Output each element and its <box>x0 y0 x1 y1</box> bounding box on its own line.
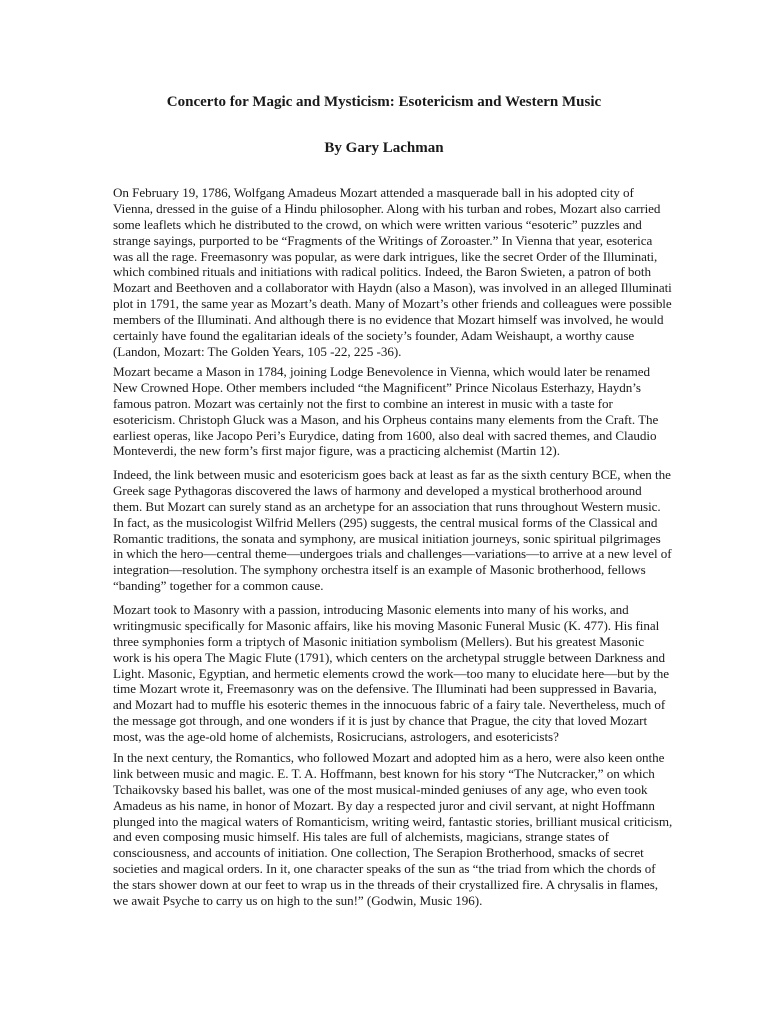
text-line: consciousness, and accounts of initiation. One collection, The Serapion Brotherhood, smacks of secret <box>113 845 644 861</box>
text-line: them. But Mozart can surely stand as an archetype for an association that runs throughout Western music. <box>113 498 661 514</box>
text-line: certainly have found the egalitarian ideals of the society’s founder, Adam Weishaupt, a worthy cause <box>113 328 635 344</box>
text-line: three symphonies form a triptych of Masonic initiation symbolism (Mellers). But his greatest Masonic <box>113 633 645 649</box>
author-byline: By Gary Lachman <box>324 140 444 156</box>
text-line: Light. Masonic, Egyptian, and hermetic elements crowd the work—too many to elucidate here—but by the <box>113 665 670 681</box>
paragraph-3 <box>113 467 673 594</box>
text-line: Vienna, dressed in the guise of a Hindu philosopher. Along with his turban and robes, Mozart also carried <box>113 200 661 216</box>
text-line: Mozart became a Mason in 1784, joining Lodge Benevolence in Vienna, which would later be renamed <box>113 364 651 379</box>
text-line: writingmusic specifically for Masonic affairs, like his moving Masonic Funeral Music (K. 477). His final <box>113 617 660 633</box>
text-line: Amadeus as his name, in honor of Mozart. By day a respected juror and civil servant, at night Hoffmann <box>113 797 655 813</box>
text-line: strange sayings, purported to be “Fragments of the Writings of Zoroaster.” In Vienna that year, esoterica <box>113 232 653 248</box>
text-line: Indeed, the link between music and esotericism goes back at least as far as the sixth century BCE, when the <box>113 467 671 482</box>
text-line: integration—resolution. The symphony orchestra itself is an example of Masonic brotherhood, fellows <box>113 562 646 578</box>
paragraph-4 <box>113 602 673 745</box>
text-line: esotericism. Christoph Gluck was a Mason, and his Orpheus contains many elements from the Craft. The <box>113 411 659 427</box>
text-line: which combined rituals and initiations with radical politics. Indeed, the Baron Swieten, a patron of both <box>113 264 652 280</box>
text-line: link between music and magic. E. T. A. Hoffmann, best known for his story “The Nutcracker,” on which <box>113 765 655 781</box>
text-line: earliest operas, like Jacopo Peri’s Eurydice, dating from 1600, also deal with sacred themes, and Claudio <box>113 427 657 443</box>
text-line: Monteverdi, the new form’s first major figure, was a practicing alchemist (Martin 12). <box>113 443 560 459</box>
paragraph-1 <box>113 185 673 360</box>
paragraph-2 <box>113 364 673 459</box>
text-line: In fact, as the musicologist Wilfrid Mellers (295) suggests, the central musical forms of the Classical and <box>113 514 658 530</box>
text-line: the stars shower down at our feet to wrap us in the threads of their crystallized fire. A chrysalis in flames, <box>113 877 659 893</box>
text-line: plot in 1791, the same year as Mozart’s death. Many of Mozart’s other friends and colleagues were possible <box>113 296 672 312</box>
text-line: In the next century, the Romantics, who followed Mozart and adopted him as a hero, were also keen onthe <box>113 750 665 765</box>
document-title: Concerto for Magic and Mysticism: Esotericism and Western Music <box>166 94 602 110</box>
text-line: was all the rage. Freemasonry was popular, as were dark intrigues, like the secret Order of the Illuminati, <box>113 248 658 264</box>
text-line: members of the Illuminati. And although there is no evidence that Mozart himself was involved, he would <box>113 312 664 328</box>
text-line: Tchaikovsky based his ballet, was one of the most musical-minded geniuses of any age, who even took <box>113 781 648 797</box>
text-line: Romantic traditions, the sonata and symphony, are musical initiation journeys, sonic spiritual pilgrimages <box>113 530 661 546</box>
text-line: and even composing music himself. His tales are full of alchemists, magicians, strange states of <box>113 829 609 845</box>
text-line: some leaflets which he distributed to the crowd, on which were written various “esoteric” puzzles and <box>113 216 642 232</box>
text-line: “banding” together for a common cause. <box>113 578 324 594</box>
text-line: On February 19, 1786, Wolfgang Amadeus Mozart attended a masquerade ball in his adopted city of <box>113 185 634 200</box>
text-line: in which the hero—central theme—undergoes trials and challenges—variations—to arrive at a new level of <box>113 546 672 562</box>
text-line: work is his opera The Magic Flute (1791), which centers on the archetypal struggle between Darkness and <box>113 649 666 665</box>
text-line: time Mozart wrote it, Freemasonry was on the defensive. The Illuminati had been suppressed in Bavaria, <box>113 681 657 697</box>
paragraph-5 <box>113 750 673 909</box>
text-line: New Crowned Hope. Other members included “the Magnificent” Prince Nicolaus Esterhazy, Haydn’s <box>113 379 641 395</box>
text-line: plunged into the magical waters of Romanticism, writing weird, fantastic stories, brilliant musical criticism, <box>113 813 673 829</box>
text-line: famous patron. Mozart was certainly not the first to combine an interest in music with a taste for <box>113 395 613 411</box>
text-line: (Landon, Mozart: The Golden Years, 105 -22, 225 -36). <box>113 343 402 359</box>
text-line: Mozart and Beethoven and a collaborator with Haydn (also a Mason), was involved in an alleged Illuminati <box>113 280 672 296</box>
text-line: societies and magical orders. In it, one character speaks of the sun as “the triad from which the chords of <box>113 861 656 877</box>
text-line: the message got through, and one wonders if it is just by chance that Prague, the city that loved Mozart <box>113 713 648 729</box>
text-line: Greek sage Pythagoras discovered the laws of harmony and developed a mystical brotherhood around <box>113 482 642 498</box>
text-line: and Mozart had to muffle his esoteric themes in the innocuous fabric of a fairy tale. Nevertheless, much of <box>113 697 666 713</box>
text-line: we await Psyche to carry us on high to the sun!” (Godwin, Music 196). <box>113 893 483 909</box>
text-line: Mozart took to Masonry with a passion, introducing Masonic elements into many of his works, and <box>113 602 629 617</box>
text-line: most, was the age-old home of alchemists, Rosicrucians, astrologers, and esotericists? <box>113 729 559 745</box>
